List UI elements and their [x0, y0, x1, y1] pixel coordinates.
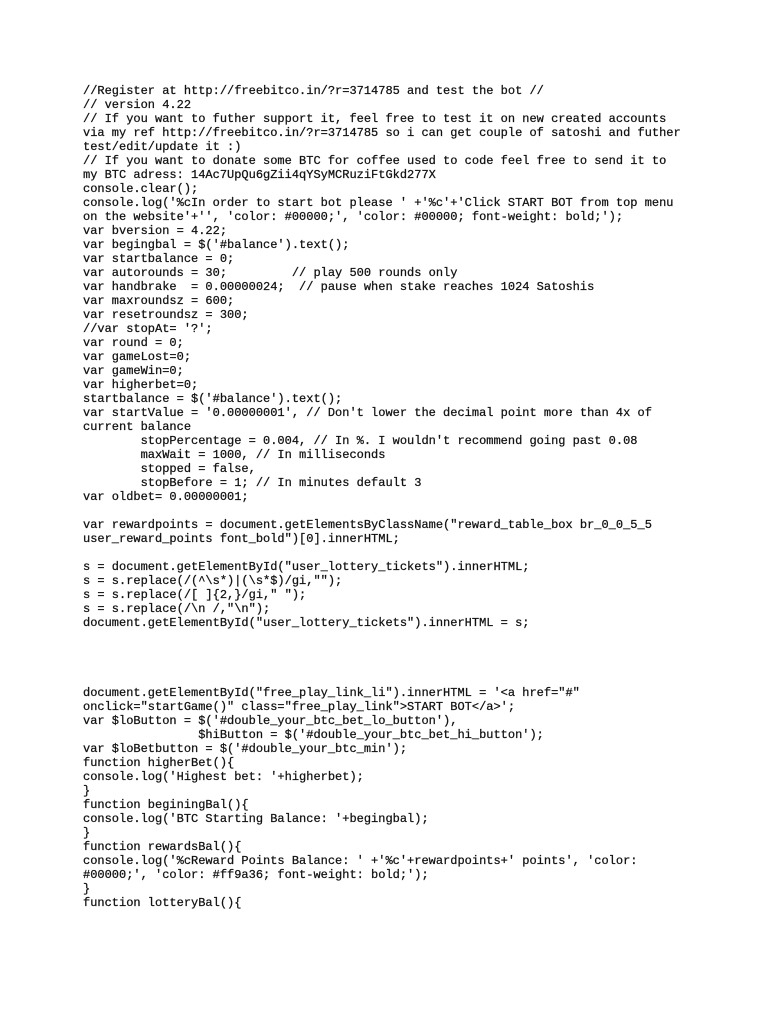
code-line: var bversion = 4.22; — [83, 224, 228, 238]
code-line: function rewardsBal(){ — [83, 840, 242, 854]
code-line: via my ref http://freebitco.in/?r=3714785 so i can get couple of satoshi and futher — [83, 126, 681, 140]
code-line: } — [83, 882, 91, 896]
code-line: } — [83, 784, 91, 798]
code-line — [83, 658, 723, 672]
code-line: var higherbet=0; — [83, 378, 199, 392]
code-line — [83, 546, 723, 560]
code-listing — [83, 84, 723, 910]
code-line: var rewardpoints = document.getElementsByClassName("reward_table_box br_0_0_5_5 — [83, 518, 652, 532]
code-line: console.log('%cReward Points Balance: ' +'%c'+rewardpoints+' points', 'color: — [83, 854, 638, 868]
code-line: s = s.replace(/\n /,"\n"); — [83, 602, 271, 616]
code-line: console.log('Highest bet: '+higherbet); — [83, 770, 364, 784]
code-line: on the website'+'', 'color: #00000;', 'color: #00000; font-weight: bold;'); — [83, 210, 624, 224]
code-line: user_reward_points font_bold")[0].innerHTML; — [83, 532, 400, 546]
code-line: startbalance = $('#balance').text(); — [83, 392, 343, 406]
code-line: var round = 0; — [83, 336, 184, 350]
code-line — [83, 630, 723, 644]
code-line: // If you want to futher support it, feel free to test it on new created accounts — [83, 112, 667, 126]
code-line: var begingbal = $('#balance').text(); — [83, 238, 350, 252]
code-line: my BTC adress: 14Ac7UpQu6gZii4qYSyMCRuziFtGkd277X — [83, 168, 436, 182]
code-line: var $loButton = $('#double_your_btc_bet_lo_button'), — [83, 714, 458, 728]
code-line: s = document.getElementById("user_lottery_tickets").innerHTML; — [83, 560, 530, 574]
code-line: // version 4.22 — [83, 98, 192, 112]
code-line: function lotteryBal(){ — [83, 896, 242, 910]
code-line: var startValue = '0.00000001', // Don't lower the decimal point more than 4x of — [83, 406, 652, 420]
code-line: stopPercentage = 0.004, // In %. I wouldn't recommend going past 0.08 — [83, 434, 638, 448]
code-line: } — [83, 826, 91, 840]
code-line: stopped = false, — [83, 462, 256, 476]
code-line: current balance — [83, 420, 192, 434]
code-line: function higherBet(){ — [83, 756, 235, 770]
code-line: var oldbet= 0.00000001; — [83, 490, 249, 504]
code-line: onclick="startGame()" class="free_play_link">START BOT</a>'; — [83, 700, 516, 714]
code-line: var maxroundsz = 600; — [83, 294, 235, 308]
code-line: var resetroundsz = 300; — [83, 308, 249, 322]
code-line: document.getElementById("free_play_link_li").innerHTML = '<a href="#" — [83, 686, 580, 700]
code-line: #00000;', 'color: #ff9a36; font-weight: bold;'); — [83, 868, 429, 882]
code-line: console.log('BTC Starting Balance: '+begingbal); — [83, 812, 429, 826]
code-line: var $loBetbutton = $('#double_your_btc_min'); — [83, 742, 408, 756]
code-line: var gameWin=0; — [83, 364, 184, 378]
code-line: $hiButton = $('#double_your_btc_bet_hi_button'); — [83, 728, 544, 742]
code-line: var autorounds = 30; // play 500 rounds only — [83, 266, 458, 280]
code-line: //var stopAt= '?'; — [83, 322, 213, 336]
code-line: // If you want to donate some BTC for coffee used to code feel free to send it to — [83, 154, 667, 168]
code-line: //Register at http://freebitco.in/?r=3714785 and test the bot // — [83, 84, 544, 98]
code-line: var gameLost=0; — [83, 350, 192, 364]
code-line: stopBefore = 1; // In minutes default 3 — [83, 476, 422, 490]
code-line: console.clear(); — [83, 182, 199, 196]
code-line: var handbrake = 0.00000024; // pause when stake reaches 1024 Satoshis — [83, 280, 595, 294]
code-line: function beginingBal(){ — [83, 798, 249, 812]
code-line — [83, 672, 723, 686]
code-line: document.getElementById("user_lottery_tickets").innerHTML = s; — [83, 616, 530, 630]
code-line: s = s.replace(/(^\s*)|(\s*$)/gi,""); — [83, 574, 343, 588]
code-line — [83, 644, 723, 658]
code-line — [83, 504, 723, 518]
code-line: s = s.replace(/[ ]{2,}/gi," "); — [83, 588, 307, 602]
code-line: maxWait = 1000, // In milliseconds — [83, 448, 386, 462]
code-line: console.log('%cIn order to start bot please ' +'%c'+'Click START BOT from top menu — [83, 196, 674, 210]
code-line: var startbalance = 0; — [83, 252, 235, 266]
code-line: test/edit/update it :) — [83, 140, 242, 154]
